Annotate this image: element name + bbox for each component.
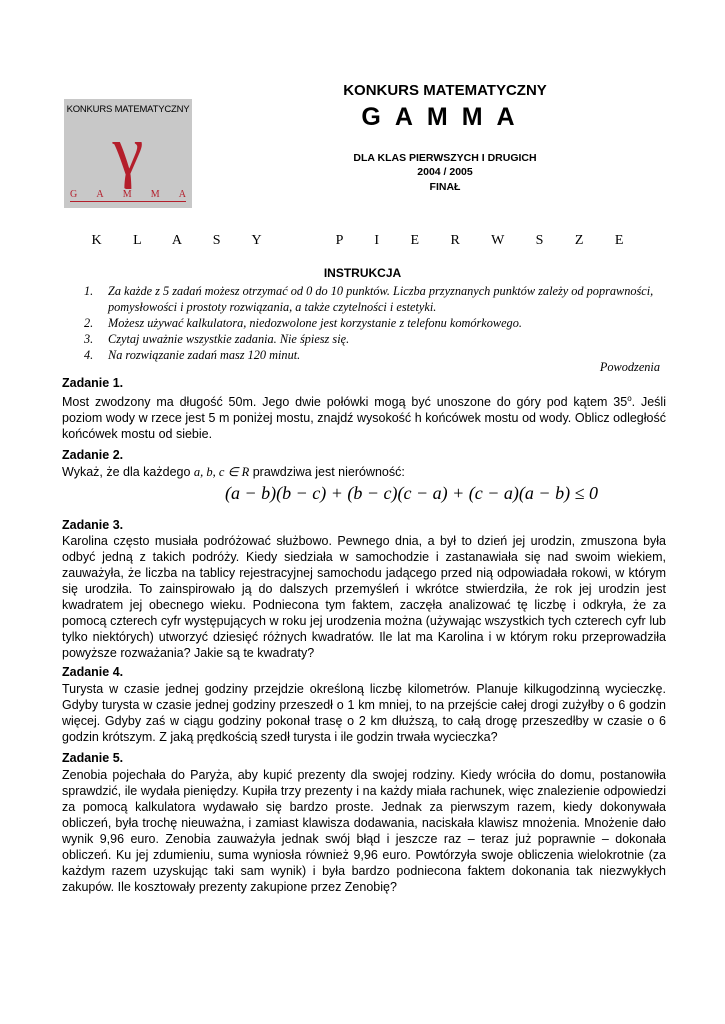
instructions-list [84,283,664,363]
header-classes: DLA KLAS PIERWSZYCH I DRUGICH [353,152,537,164]
instruction-item: 2. Możesz używać kalkulatora, niedozwolone jest korzystanie z telefonu komórkowego. [84,316,522,330]
contest-title: KONKURS MATEMATYCZNY [343,82,547,99]
logo-letter: M [150,189,160,200]
task-3-body: Karolina często musiała podróżować służbowo. Pewnego dnia, a był to dzień jej urodzin, zmuszona była odbyć jedną z takich podróży. Kiedy siedziała w samochodzie i zastanawiała się nad swoim wiekiem, zauważyła, że liczba na tablicy rejestracyjnej samochodu jadącego przed nią odpowiadała rokowi, w którym się urodziła. To zainspirowało ją do dalszych przemyśleń i wkrótce stwierdziła, że rok jej urodzin jest kwadratem jej obecnego wieku. Podniecona tym faktem, zaczęła analizować tę liczbę i odkryła, że za pomocą czterech cyfr występujących w roku jej urodzenia można (używając wszystkich tych czterech cyfr lub tylko niektórych) utworzyć dziesięć różnych kwadratów. Ile lat ma Karolina i w którym roku przeprowadziła powyższe rozważania? Jakie są te kwadraty? [62,534,666,660]
logo-letters [70,189,186,200]
instruction-item: 3. Czytaj uważnie wszystkie zadania. Nie śpiesz się. [84,332,350,346]
header-stage: FINAŁ [429,181,461,193]
task-4-body: Turysta w czasie jednej godziny przejdzie określoną liczbę kilometrów. Planuje kilkugodzinną wycieczkę. Gdyby turysta w czasie jednej godziny przeszedł o 1 km mniej, to na przejście całej drogi zużyłby o 6 godzin więcej. Gdyby zaś w ciągu godziny pokonał trasę o 2 km dłuższą, to całą drogę przeszedłby w czasie o 6 godzin krótszym. Z jaką prędkością szedł turysta i ile godzin trwała wycieczka? [62,682,666,744]
task-2-title: Zadanie 2. [62,448,124,462]
contest-logo [64,99,192,208]
logo-rule [70,201,186,202]
task-2-body: Wykaż, że dla każdego a, b, c ∈ R prawdziwa jest nierówność: [62,465,405,479]
logo-letter: A [178,189,186,200]
class-heading: K L A S Y P I E R W S Z E [91,233,634,248]
task-2-formula: (a − b)(b − c) + (b − c)(c − a) + (c − a)(a − b) ≤ 0 [225,483,598,503]
closing-note: Powodzenia [599,360,660,374]
task-1-title: Zadanie 1. [62,376,124,390]
task-4-title: Zadanie 4. [62,665,124,679]
contest-name: GAMMA [361,103,529,131]
logo-letter: G [70,189,78,200]
logo-letter: M [122,189,132,200]
task-5-body: Zenobia pojechała do Paryża, aby kupić prezenty dla swojej rodziny. Kiedy wróciła do domu, postanowiła sprawdzić, ile wydała pieniędzy. Kupiła trzy prezenty i na każdy miała rachunek, więc znalezienie odpowiedzi za pomocą kalkulatora wydawało się bardzo proste. Jednak za pierwszym razem, kiedy dokonywała obliczeń, była trochę nieuważna, i zamiast klawisza dodawania, naciskała klawisz mnożenia. Mnożenie dało wynik 9,96 euro. Zenobia zauważyła jednak swój błąd i jeszcze raz – teraz już poprawnie – dokonała obliczeń. Ku jej zdumieniu, suma wyniosła również 9,96 euro. Powtórzyła swoje obliczenia wielokrotnie (za każdym razem uzyskując taki sam wynik) i była bardzo podniecona faktem dokonania tak niezwykłych zakupów. Ile kosztowały prezenty zakupione przez Zenobię? [62,768,666,894]
header-year: 2004 / 2005 [417,166,473,178]
instruction-item: 1. Za każde z 5 zadań możesz otrzymać od 0 do 10 punktów. Liczba przyznanych punktów zależy od poprawności, pomysłowości i prostoty rozwiązania, a także czytelności i estetyki. [84,284,654,314]
task-3-title: Zadanie 3. [62,518,124,532]
instruction-item: 4. Na rozwiązanie zadań masz 120 minut. [84,348,301,362]
logo-title: KONKURS MATEMATYCZNY [66,104,190,115]
task-1-body: Most zwodzony ma długość 50m. Jego dwie połówki mogą być unoszone do góry pod kątem 35$^o$. Jeśli poziom wody w rzece jest 5 m poniżej mostu, znajdź wysokość h końcówek mostu od wody. Oblicz odległość końcówek mostu od siebie. [62,394,666,442]
instructions-title: INSTRUKCJA [323,266,402,280]
logo-letter: A [96,189,104,200]
gamma-glyph: γ [112,113,144,190]
task-5-title: Zadanie 5. [62,751,124,765]
